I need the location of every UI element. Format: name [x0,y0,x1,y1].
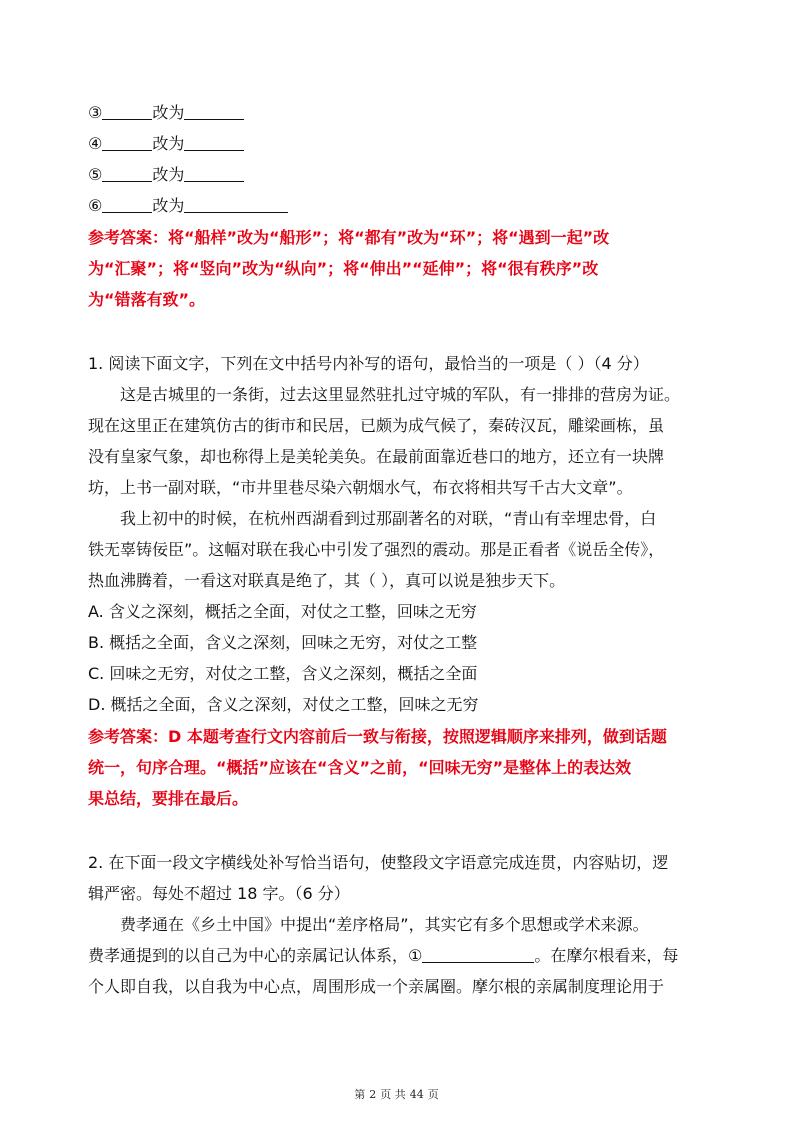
page-number: 2 [369,1088,377,1101]
option-a: A. 含义之深刻，概括之全面，对仗之工整，回味之无穷 [88,602,477,621]
passage-line: 这是古城里的一条街，过去这里显然驻扎过守城的军队，有一排排的营房为证。 [120,385,681,404]
answer-line: 为“汇聚”；将“竖向”改为“纵向”；将“伸出”“延伸”；将“很有秩序”改 [88,259,599,278]
passage-line: 没有皇家气象，却也称得上是美轮美奂。在最前面靠近巷口的地方，还立有一块牌 [88,447,665,466]
answer-blank [422,946,534,963]
option-c: C. 回味之无穷，对仗之工整，含义之深刻，概括之全面 [88,664,478,683]
answer-line: 为“错落有致”。 [88,290,206,309]
passage-line: 费孝通在《乡土中国》中提出“差序格局”，其实它有多个思想或学术来源。 [120,915,649,934]
option-b: B. 概括之全面，含义之深刻，回味之无穷，对仗之工整 [88,633,478,652]
fill-item: ④ 改为 [88,134,728,154]
page-footer: 第 2 页 共 44 页 [354,1088,439,1101]
fill-item: ⑥ 改为 [88,196,728,216]
answer-line: 统一，句序合理。“概括”应该在“含义”之前，“回味无穷”是整体上的表达效 [88,758,632,777]
passage-line: 坊，上书一副对联，“市井里巷尽染六朝烟水气，布衣将相共写千古大文章”。 [88,478,633,497]
question-1-stem: 1. 阅读下面文字，下列在文中括号内补写的语句，最恰当的一项是（ ）（4 分） [88,354,649,373]
answer-line: 果总结，要排在最后。 [88,789,249,808]
fill-item: ③ 改为 [88,103,728,123]
fill-item: ⑤ 改为 [88,165,728,185]
passage-line: 铁无辜铸佞臣”。这幅对联在我心中引发了强烈的震动。那是正看者《说岳全传》， [88,540,665,559]
answer-line: 参考答案：D 本题考查行文内容前后一致与衔接，按照逻辑顺序来排列，做到话题 [88,727,667,746]
passage-line: 现在这里正在建筑仿古的街市和民居，已颇为成气候了，秦砖汉瓦，雕梁画栋，虽 [88,416,665,435]
passage-line: 我上初中的时候，在杭州西湖看到过那副著名的对联，“青山有幸埋忠骨，白 [120,509,657,528]
option-d: D. 概括之全面，含义之深刻，对仗之工整，回味之无穷 [88,695,479,714]
passage-line: 热血沸腾着，一看这对联真是绝了，其（ ），真可以说是独步天下。 [88,571,566,590]
question-2-stem: 辑严密。每处不超过 18 字。（6 分） [88,884,350,903]
answer-line: 参考答案：将“船样”改为“船形”；将“都有”改为“环”；将“遇到一起”改 [88,228,610,247]
passage-line: 个人即自我，以自我为中心点，周围形成一个亲属圈。摩尔根的亲属制度理论用于 [88,977,665,996]
page-total: 44 [409,1088,424,1101]
question-2-stem: 2. 在下面一段文字横线处补写恰当语句，使整段文字语意完成连贯，内容贴切，逻 [88,853,669,872]
passage-line: 费孝通提到的以自己为中心的亲属记认体系，① 。在摩尔根看来，每 [88,946,679,965]
